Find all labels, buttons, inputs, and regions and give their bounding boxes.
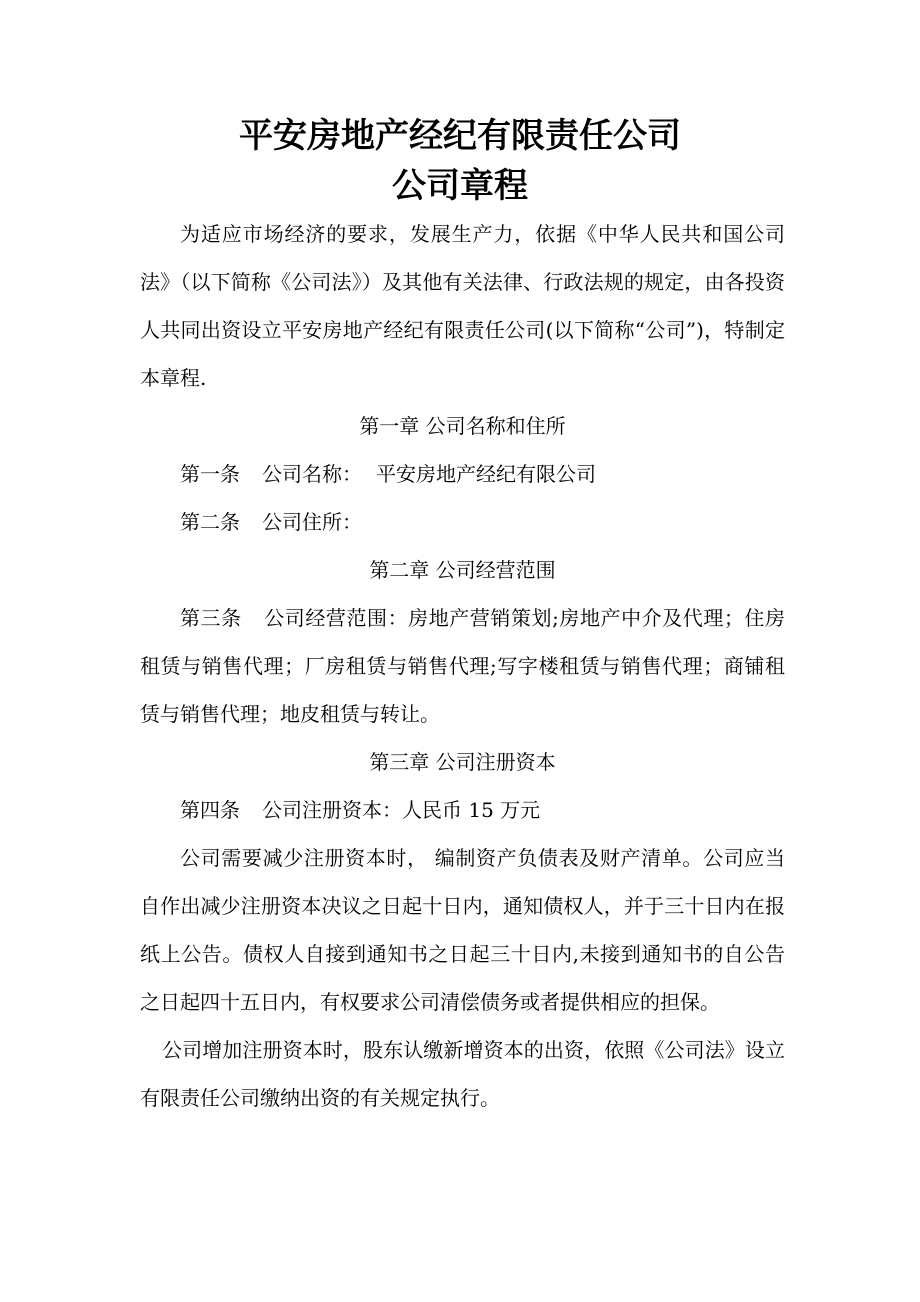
- chapter-3-heading: 第三章 公司注册资本: [369, 750, 556, 774]
- document-title: 平安房地产经纪有限责任公司: [239, 116, 681, 156]
- article-1: [140, 450, 785, 498]
- article-4-label: 第四条: [180, 798, 240, 822]
- capital-increase-paragraph: 公司增加注册资本时，股东认缴新增资本的出资，依照《公司法》设立有限责任公司缴纳出资的有关规定执行。: [140, 1038, 785, 1110]
- article-3-label: 第三条: [180, 606, 242, 630]
- article-1-text: 公司名称：: [262, 462, 362, 486]
- article-2-label: 第二条: [180, 510, 240, 534]
- document-body: [140, 210, 785, 1122]
- capital-reduction-paragraph: 公司需要减少注册资本时， 编制资产负债表及财产清单。公司应当自作出减少注册资本决议之日起十日内，通知债权人，并于三十日内在报纸上公告。债权人自接到通知书之日起三十日内,未接到通知书的自公告之日起四十五日内，有权要求公司清偿债务或者提供相应的担保。: [140, 846, 785, 1014]
- article-3-text: 公司经营范围：房地产营销策划;房地产中介及代理；住房租赁与销售代理；厂房租赁与销售代理;写字楼租赁与销售代理；商铺租赁与销售代理；地皮租赁与转让。: [140, 606, 785, 726]
- article-4-text: 公司注册资本：人民币 15 万元: [262, 798, 541, 822]
- chapter-1-heading: 第一章 公司名称和住所: [359, 414, 566, 438]
- article-1-label: 第一条: [180, 462, 240, 486]
- document-subtitle: 公司章程: [392, 166, 528, 206]
- article-2: [140, 498, 785, 546]
- chapter-2-heading: 第二章 公司经营范围: [369, 558, 556, 582]
- company-name-value: 平安房地产经纪有限公司: [376, 462, 596, 486]
- article-4: [140, 786, 785, 834]
- article-3: [140, 594, 785, 738]
- article-2-text: 公司住所：: [262, 510, 362, 534]
- preamble-paragraph: 为适应市场经济的要求，发展生产力，依据《中华人民共和国公司法》（以下简称《公司法》）及其他有关法律、行政法规的规定，由各投资人共同出资设立平安房地产经纪有限责任公司(以下简称“公司”)，特制定本章程.: [140, 222, 785, 390]
